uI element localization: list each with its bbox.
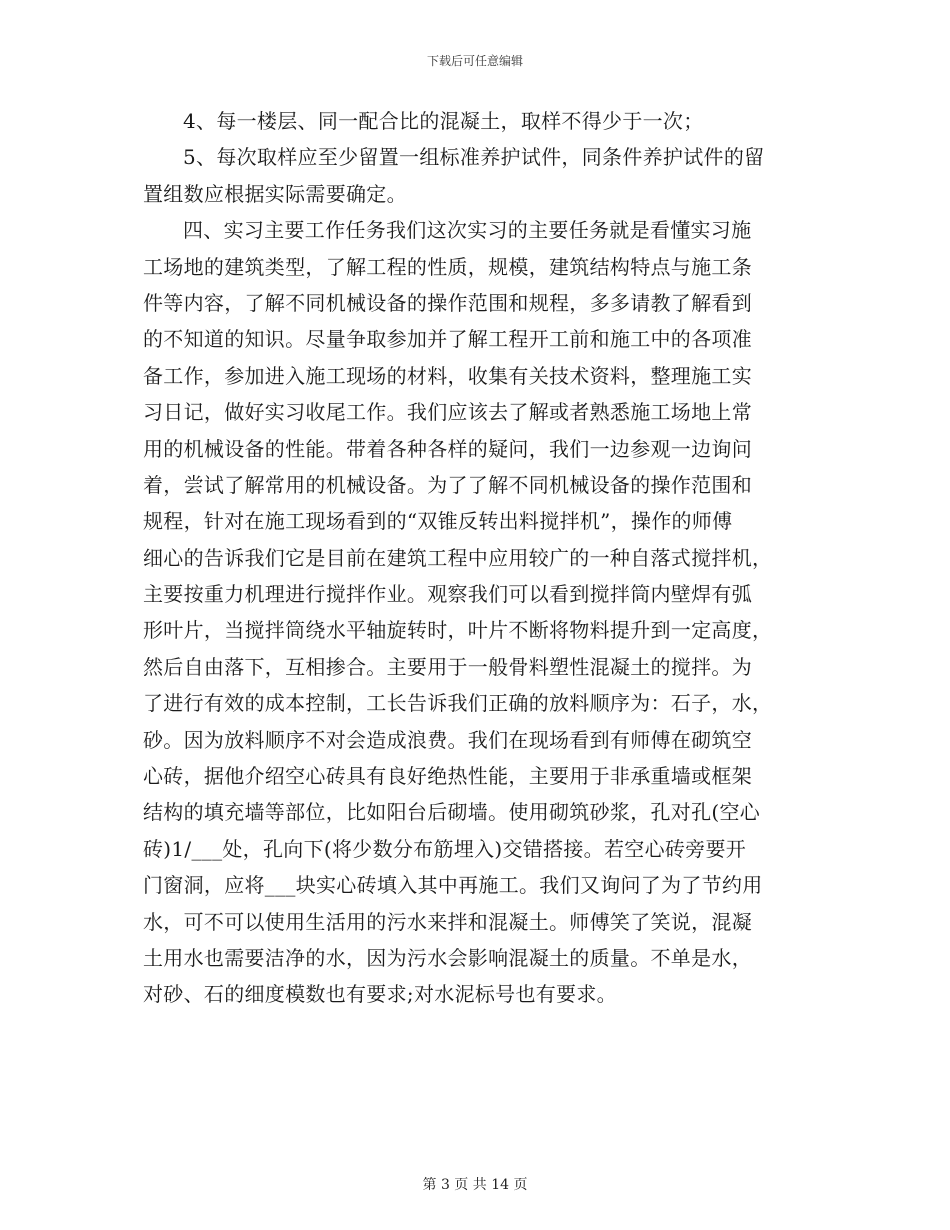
document-body	[143, 103, 811, 1013]
text-line: 土用水也需要洁净的水，因为污水会影响混凝土的质量。不单是水，	[143, 945, 752, 970]
text-line: 主要按重力机理进行搅拌作业。观察我们可以看到搅拌筒内壁焊有弧	[143, 582, 752, 607]
text-line: 门窗洞，应将___块实心砖填入其中再施工。我们又询问了为了节约用	[143, 873, 763, 898]
text-line: 件等内容，了解不同机械设备的操作范围和规程，多多请教了解看到	[143, 290, 752, 315]
text-line: 四、实习主要工作任务我们这次实习的主要任务就是看懂实习施	[183, 218, 752, 243]
text-line: 水，可不可以使用生活用的污水来拌和混凝土。师傅笑了笑说，混凝	[143, 909, 752, 934]
text-line: 规程，针对在施工现场看到的“双锥反转出料搅拌机”，操作的师傅	[143, 509, 733, 534]
text-line: 工场地的建筑类型，了解工程的性质，规模，建筑结构特点与施工条	[143, 254, 752, 279]
text-line: 备工作，参加进入施工现场的材料，收集有关技术资料，整理施工实	[143, 363, 752, 388]
text-line: 然后自由落下，互相掺合。主要用于一般骨料塑性混凝土的搅拌。为	[143, 654, 752, 679]
text-line: 形叶片，当搅拌筒绕水平轴旋转时，叶片不断将物料提升到一定高度，	[143, 618, 773, 643]
text-line: 砖)1/___处，孔向下(将少数分布筋埋入)交错搭接。若空心砖旁要开	[143, 836, 747, 861]
text-line: 4、每一楼层、同一配合比的混凝土，取样不得少于一次；	[183, 109, 704, 133]
text-line: 的不知道的知识。尽量争取参加并了解工程开工前和施工中的各项准	[143, 327, 752, 352]
text-line: 结构的填充墙等部位，比如阳台后砌墙。使用砌筑砂浆，孔对孔(空心	[143, 800, 761, 825]
text-line: 对砂、石的细度模数也有要求;对水泥标号也有要求。	[143, 982, 617, 1007]
text-line: 心砖，据他介绍空心砖具有良好绝热性能，主要用于非承重墙或框架	[143, 764, 752, 789]
text-line: 着，尝试了解常用的机械设备。为了了解不同机械设备的操作范围和	[143, 472, 752, 497]
text-line: 5、每次取样应至少留置一组标准养护试件，同条件养护试件的留	[183, 145, 765, 170]
text-line: 细心的告诉我们它是目前在建筑工程中应用较广的一种自落式搅拌机，	[143, 545, 773, 570]
page-header-note: 下载后可任意编辑	[426, 54, 523, 68]
text-line: 了进行有效的成本控制，工长告诉我们正确的放料顺序为：石子，水，	[143, 691, 773, 716]
text-line: 砂。因为放料顺序不对会造成浪费。我们在现场看到有师傅在砌筑空	[143, 727, 752, 752]
text-line: 习日记，做好实习收尾工作。我们应该去了解或者熟悉施工场地上常	[143, 400, 752, 425]
text-line: 用的机械设备的性能。带着各种各样的疑问，我们一边参观一边询问	[143, 436, 752, 461]
text-line: 置组数应根据实际需要确定。	[143, 181, 407, 206]
page-number-footer: 第 3 页 共 14 页	[422, 1177, 528, 1193]
